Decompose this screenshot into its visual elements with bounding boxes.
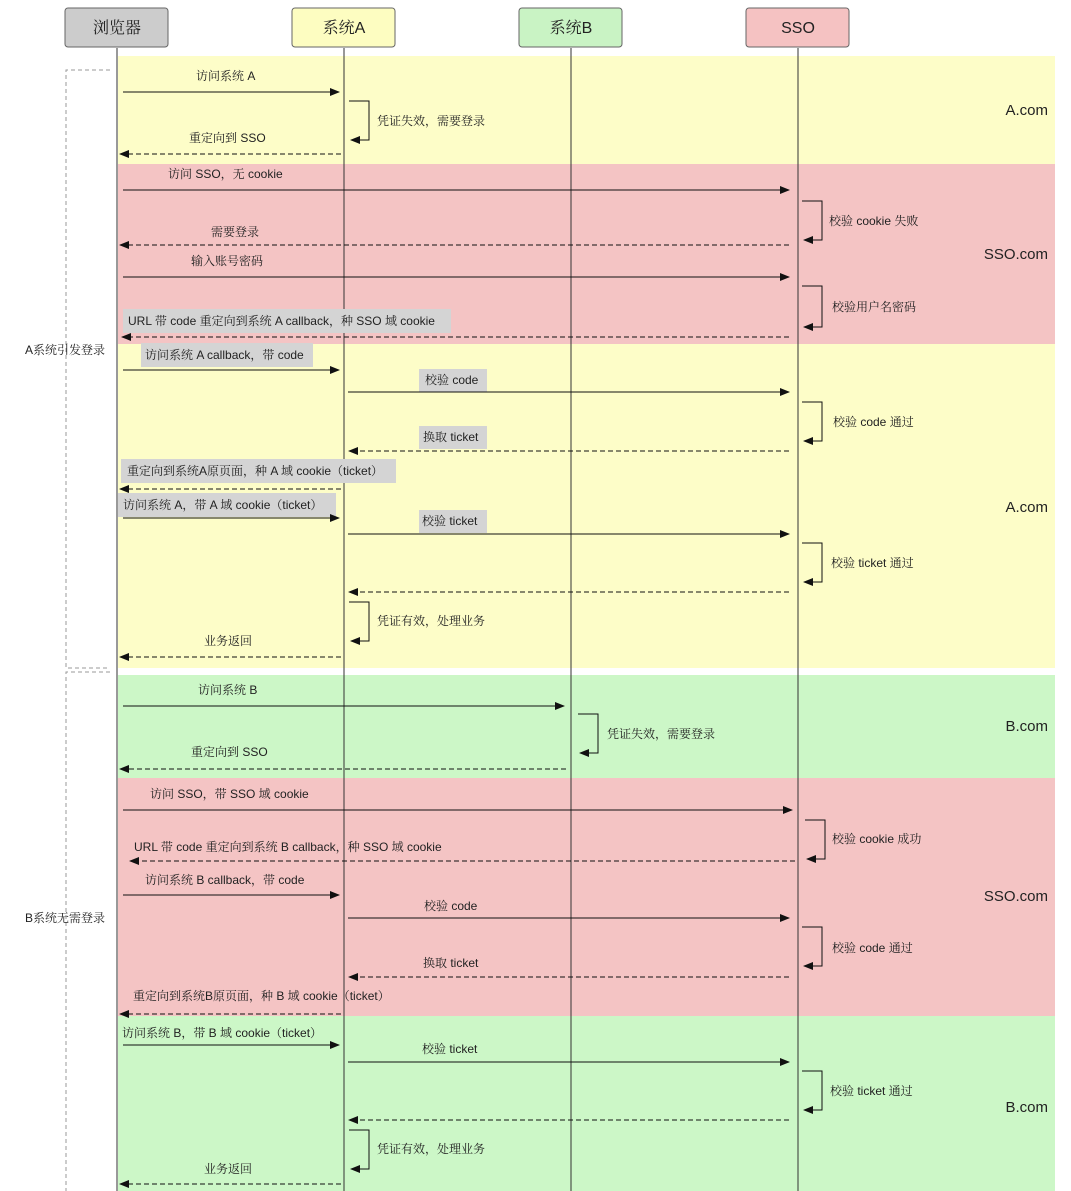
domain-label-sso-com-2: SSO.com bbox=[983, 888, 1048, 905]
band-b-com-1 bbox=[118, 675, 1055, 778]
msg-label-22: 访问系统 B，带 B 域 cookie（ticket） bbox=[122, 1026, 323, 1040]
msg-label-21: 重定向到系统B原页面，种 B 域 cookie（ticket） bbox=[133, 989, 390, 1003]
note-label-1: 凭证失效，需要登录 bbox=[377, 114, 486, 128]
msg-label-4: 需要登录 bbox=[211, 225, 260, 239]
domain-label-sso-com-1: SSO.com bbox=[983, 246, 1048, 263]
note-label-8: 校验 cookie 成功 bbox=[832, 832, 922, 846]
note-label-4: 校验 code 通过 bbox=[833, 415, 914, 429]
note-label-10: 校验 ticket 通过 bbox=[830, 1084, 913, 1098]
group-label-b: B系统无需登录 bbox=[25, 911, 106, 925]
note-label-3: 校验用户名密码 bbox=[832, 300, 917, 314]
msg-label-14: 访问系统 B bbox=[198, 683, 258, 697]
actor-label-browser: 浏览器 bbox=[92, 20, 142, 37]
msg-label-23: 校验 ticket bbox=[422, 1042, 478, 1056]
group-brackets bbox=[66, 70, 110, 1191]
msg-label-18: 访问系统 B callback，带 code bbox=[145, 873, 305, 887]
note-label-11: 凭证有效，处理业务 bbox=[377, 1142, 486, 1156]
note-label-5: 校验 ticket 通过 bbox=[831, 556, 914, 570]
msg-label-13: 业务返回 bbox=[204, 634, 253, 648]
msg-label-8: 校验 code bbox=[425, 373, 479, 387]
note-label-7: 凭证失效，需要登录 bbox=[607, 727, 716, 741]
band-b-com-2 bbox=[118, 1016, 1055, 1191]
msg-label-1: 访问系统 A bbox=[196, 69, 256, 83]
msg-label-7: 访问系统 A callback，带 code bbox=[145, 348, 304, 362]
domain-label-a-com-2: A.com bbox=[1005, 499, 1048, 516]
domain-label-b-com-2: B.com bbox=[1005, 1099, 1048, 1116]
band-sso-com-2 bbox=[118, 778, 1055, 1016]
msg-label-12: 校验 ticket bbox=[422, 514, 478, 528]
msg-label-11: 访问系统 A，带 A 域 cookie（ticket） bbox=[123, 498, 323, 512]
actor-boxes bbox=[65, 8, 849, 47]
msg-label-2: 重定向到 SSO bbox=[189, 131, 266, 145]
domain-label-a-com-1: A.com bbox=[1005, 102, 1048, 119]
actor-label-system-a: 系统A bbox=[322, 20, 366, 37]
msg-label-10: 重定向到系统A原页面，种 A 域 cookie（ticket） bbox=[127, 464, 384, 478]
note-label-6: 凭证有效，处理业务 bbox=[377, 614, 486, 628]
msg-label-17: URL 带 code 重定向到系统 B callback，种 SSO 域 cookie bbox=[134, 840, 442, 854]
msg-label-5: 输入账号密码 bbox=[191, 254, 264, 268]
msg-label-3: 访问 SSO，无 cookie bbox=[168, 167, 283, 181]
note-label-9: 校验 code 通过 bbox=[832, 941, 913, 955]
actor-label-sso: SSO bbox=[781, 20, 815, 37]
msg-label-9: 换取 ticket bbox=[423, 430, 479, 444]
msg-label-20: 换取 ticket bbox=[423, 956, 479, 970]
actor-label-system-b: 系统B bbox=[549, 20, 593, 37]
msg-label-19: 校验 code bbox=[424, 899, 478, 913]
band-a-com-1 bbox=[118, 56, 1055, 164]
domain-label-b-com-1: B.com bbox=[1005, 718, 1048, 735]
msg-label-16: 访问 SSO，带 SSO 域 cookie bbox=[150, 787, 309, 801]
msg-label-24: 业务返回 bbox=[204, 1162, 253, 1176]
note-label-2: 校验 cookie 失败 bbox=[829, 214, 919, 228]
msg-label-15: 重定向到 SSO bbox=[191, 745, 268, 759]
msg-label-6: URL 带 code 重定向到系统 A callback，种 SSO 域 cookie bbox=[128, 314, 435, 328]
group-label-a: A系统引发登录 bbox=[25, 343, 106, 357]
